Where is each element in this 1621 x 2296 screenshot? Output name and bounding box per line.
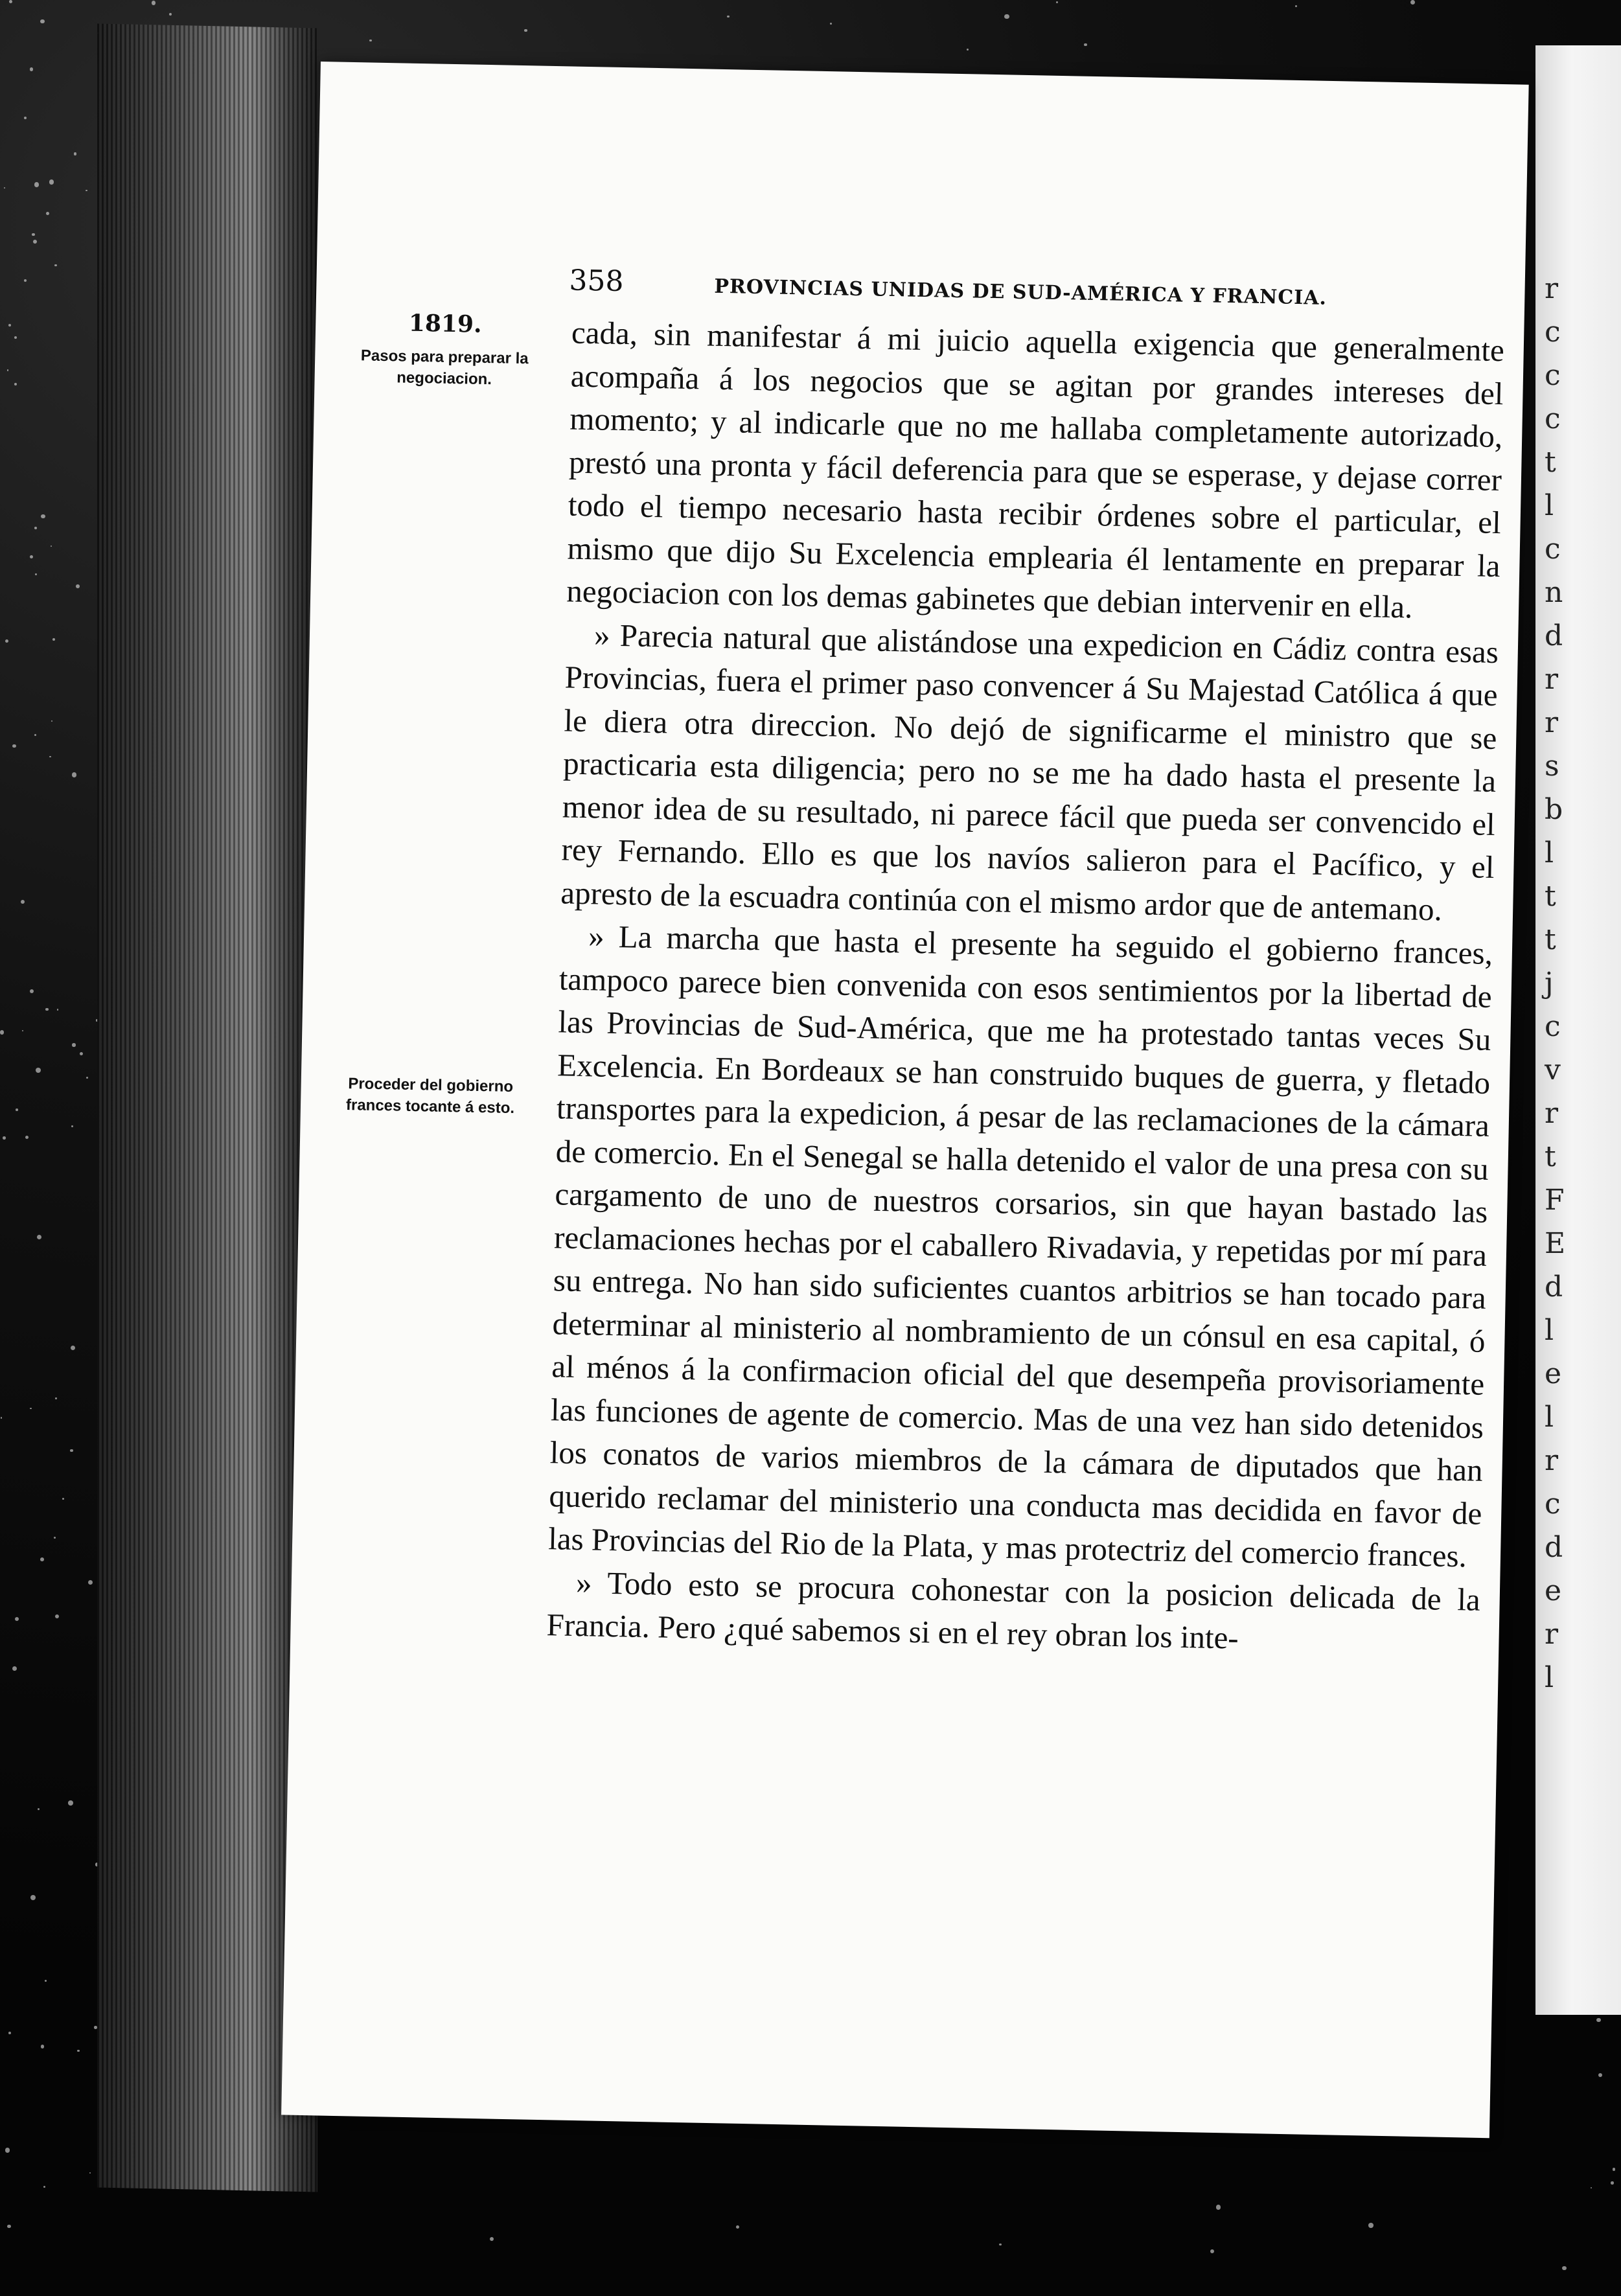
scan-speck [4, 187, 5, 189]
scan-speck [8, 324, 11, 327]
scan-speck [30, 555, 33, 558]
next-page-letter: t [1545, 923, 1556, 956]
scan-speck [7, 369, 9, 371]
scan-speck [30, 1408, 31, 1409]
scan-speck [54, 264, 56, 266]
scan-speck [71, 1125, 73, 1127]
next-page-letter: d [1545, 1531, 1563, 1564]
next-page-letter: t [1545, 446, 1556, 479]
next-page-letter: c [1545, 359, 1561, 392]
scan-speck [736, 2225, 739, 2229]
next-page-letter: l [1545, 1401, 1554, 1434]
scan-speck [1613, 2168, 1615, 2170]
scan-speck [14, 336, 17, 339]
scan-speck [21, 900, 25, 904]
scan-speck [57, 1009, 59, 1011]
scan-speck [3, 1136, 6, 1140]
scan-speck [1611, 2181, 1613, 2184]
next-page-letter: d [1545, 619, 1563, 652]
scan-speck [1591, 2187, 1592, 2188]
next-page-letter: e [1545, 1357, 1562, 1390]
scan-speck [25, 1136, 29, 1139]
scan-speck [34, 182, 40, 187]
scan-speck [7, 2225, 10, 2228]
next-page-letter: n [1545, 576, 1563, 609]
scan-speck [967, 49, 969, 51]
scan-speck [30, 989, 34, 993]
next-page-letter: r [1545, 1444, 1559, 1477]
scan-speck [1, 1417, 3, 1419]
next-page-letter: l [1545, 836, 1554, 869]
scan-speck [12, 1666, 17, 1671]
scan-speck [490, 2237, 494, 2241]
next-page-letter: s [1545, 750, 1559, 783]
next-page-letter: E [1545, 1227, 1566, 1260]
scan-speck [169, 13, 172, 16]
next-page-letter: c [1545, 1010, 1561, 1043]
next-page-letter: F [1545, 1184, 1565, 1217]
scan-speck [76, 584, 80, 588]
scan-speck [45, 1980, 47, 1982]
scan-speck [0, 1030, 4, 1034]
scan-speck [14, 383, 17, 385]
next-page-letter: t [1545, 1140, 1556, 1173]
next-page-letter: c [1545, 316, 1561, 349]
margin-note: Proceder del gobierno frances tocante á esto. [345, 1075, 515, 1118]
scan-speck [152, 1, 155, 5]
scan-speck [5, 2148, 10, 2153]
scan-speck [1410, 0, 1415, 5]
scan-speck [54, 1537, 56, 1539]
scan-speck [40, 19, 45, 24]
next-page-letter: l [1545, 1661, 1554, 1694]
scan-speck [524, 29, 527, 32]
paragraph: cada, sin manifestar á mi juicio aquella exigencia que generalmente acompaña á los negocios que se agitan por grandes intereses del momento; y al indicarle que no me hallaba completamente autorizado, prestó una pronta y fácil deferencia para que se esperase, y dejase correr todo el tiempo necesario hasta recibir órdenes sobre el particular, el mismo que dijo Su Excelencia emplearia él lentamente en preparar la negociacion con los demas gabinetes que debian intervenir en ella. [566, 314, 1505, 625]
scan-speck [24, 117, 27, 119]
next-page-letter: r [1545, 272, 1559, 305]
scan-speck [80, 1052, 83, 1055]
scan-speck [46, 212, 49, 215]
scan-speck [1368, 2223, 1373, 2227]
next-page-letter: t [1545, 880, 1556, 913]
next-page-letter: r [1545, 1618, 1559, 1651]
next-page-letter: v [1545, 1053, 1561, 1086]
scan-speck [34, 527, 37, 529]
scan-speck [15, 1617, 19, 1621]
scan-speck [30, 1895, 36, 1900]
scan-speck [1295, 5, 1297, 7]
scan-speck [30, 67, 34, 71]
next-page-letter: r [1545, 1097, 1559, 1130]
scan-speck [62, 1498, 64, 1500]
scan-speck [1056, 1, 1058, 3]
scan-speck [24, 279, 27, 282]
scan-speck [16, 1108, 18, 1111]
scan-speck [5, 639, 8, 643]
scan-speck [34, 734, 36, 736]
book-page [281, 62, 1529, 2138]
scan-speck [1210, 2249, 1214, 2253]
scan-speck [1562, 2266, 1566, 2270]
next-page-letter: j [1545, 967, 1554, 1000]
scan-speck [71, 1346, 76, 1351]
scan-speck [1596, 2018, 1600, 2022]
margin-column [334, 308, 555, 1118]
scan-speck [22, 1030, 24, 1032]
scan-speck [51, 720, 52, 722]
next-page-edge [1535, 45, 1621, 2015]
scan-speck [33, 240, 37, 244]
scan-speck [43, 2186, 45, 2188]
scan-speck [89, 2172, 91, 2174]
scan-speck [51, 545, 52, 547]
paragraph: » Parecia natural que alistándose una expedicion en Cádiz contra esas Provincias, fuera el primer paso convencer á Su Majestad Católica á que le diera otra direccion. No dejó de significarme el ministro que se practicaria esta diligencia; pero no se me ha dado hasta el presente la menor idea de su resultado, ni parece fácil que pueda ser convencido el rey Fernando. Ello es que los navíos salieron para el Pacífico, y el apresto de la escuadra continúa con el mismo ardor que de antemano. [560, 616, 1499, 927]
margin-year: 1819. [408, 309, 483, 338]
scan-speck [86, 1077, 88, 1079]
scan-speck [77, 2050, 80, 2052]
scan-speck [72, 1043, 75, 1046]
next-page-letter: r [1545, 706, 1559, 739]
next-page-letter: c [1545, 1487, 1561, 1521]
scan-speck [41, 2045, 44, 2048]
scan-speck [49, 179, 54, 184]
scan-speck [999, 2244, 1002, 2246]
scan-speck [35, 573, 37, 575]
scan-speck [68, 1800, 73, 1805]
scan-speck [45, 1008, 48, 1011]
scan-speck [37, 1235, 41, 1239]
scan-speck [49, 756, 51, 757]
scan-speck [369, 40, 372, 42]
next-page-letter: e [1545, 1574, 1562, 1607]
scan-speck [38, 1808, 40, 1810]
book-spine-edge [97, 23, 317, 2192]
scan-speck [52, 638, 55, 641]
scan-speck [830, 23, 832, 25]
next-page-letter: r [1545, 663, 1559, 696]
scan-speck [70, 1449, 73, 1452]
scan-speck [1598, 2073, 1602, 2077]
scan-speck [1216, 2205, 1221, 2209]
scan-speck [12, 744, 16, 748]
next-page-letter: l [1545, 1314, 1554, 1347]
paragraph: » Todo esto se procura cohonestar con la posicion delicada de la Francia. Pero ¿qué sabemos si en el rey obran los inte- [546, 1564, 1481, 1656]
scan-speck [40, 1557, 44, 1561]
scan-speck [74, 152, 76, 155]
scan-speck [94, 2026, 97, 2028]
scan-speck [727, 16, 729, 17]
next-page-letter: c [1545, 533, 1561, 566]
page-number: 358 [569, 264, 625, 299]
scan-speck [55, 1614, 59, 1618]
scan-speck [86, 190, 87, 191]
next-page-letter: c [1545, 402, 1561, 435]
body-text [546, 312, 1504, 1665]
scan-speck [1004, 14, 1009, 19]
scan-speck [8, 2032, 11, 2034]
scan-speck [41, 514, 45, 519]
scan-speck [72, 772, 77, 777]
scan-speck [88, 1580, 93, 1585]
paragraph: » La marcha que hasta el presente ha seguido el gobierno frances, tampoco parece bien convenida con esos sentimientos por la libertad de las Provincias de Sud-América, que me ha protestado tantas veces Su Excelencia. En Bordeaux se han construido buques de guerra, y fletado transportes para la expedicion, á pesar de las reclamaciones de la cámara de comercio. En el Senegal se halla detenido el valor de una presa con su cargamento de uno de nuestros corsarios, sin que hayan bastado las reclamaciones hechas por el caballero Rivadavia, y repetidas por mí para su entrega. No han sido suficientes cuantos arbitrios se han tocado para determinar al ministerio al nombramiento de un cónsul en esa capital, ó al ménos á la confirmacion oficial del que desempeña provisoriamente las funciones de agente de comercio. Mas de una vez han sido detenidos los conatos de varios miembros de la cámara de diputados que han querido reclamar del ministerio una conducta mas decidida en favor de las Provincias del Rio de la Plata, y mas protectriz del comercio frances. [547, 918, 1493, 1574]
next-page-letter: l [1545, 489, 1554, 522]
scan-speck [32, 233, 34, 236]
next-page-letter: d [1545, 1270, 1563, 1303]
scan-speck [9, 0, 12, 3]
scan-speck [1084, 43, 1087, 47]
page-header [569, 264, 1502, 315]
scan-speck [36, 1068, 41, 1073]
margin-note: Pasos para preparar la negociacion. [360, 347, 529, 389]
running-title: PROVINCIAS UNIDAS DE SUD-AMÉRICA Y FRANCIA. [714, 275, 1328, 310]
scan-speck [55, 1397, 57, 1399]
next-page-letter: b [1545, 793, 1563, 826]
